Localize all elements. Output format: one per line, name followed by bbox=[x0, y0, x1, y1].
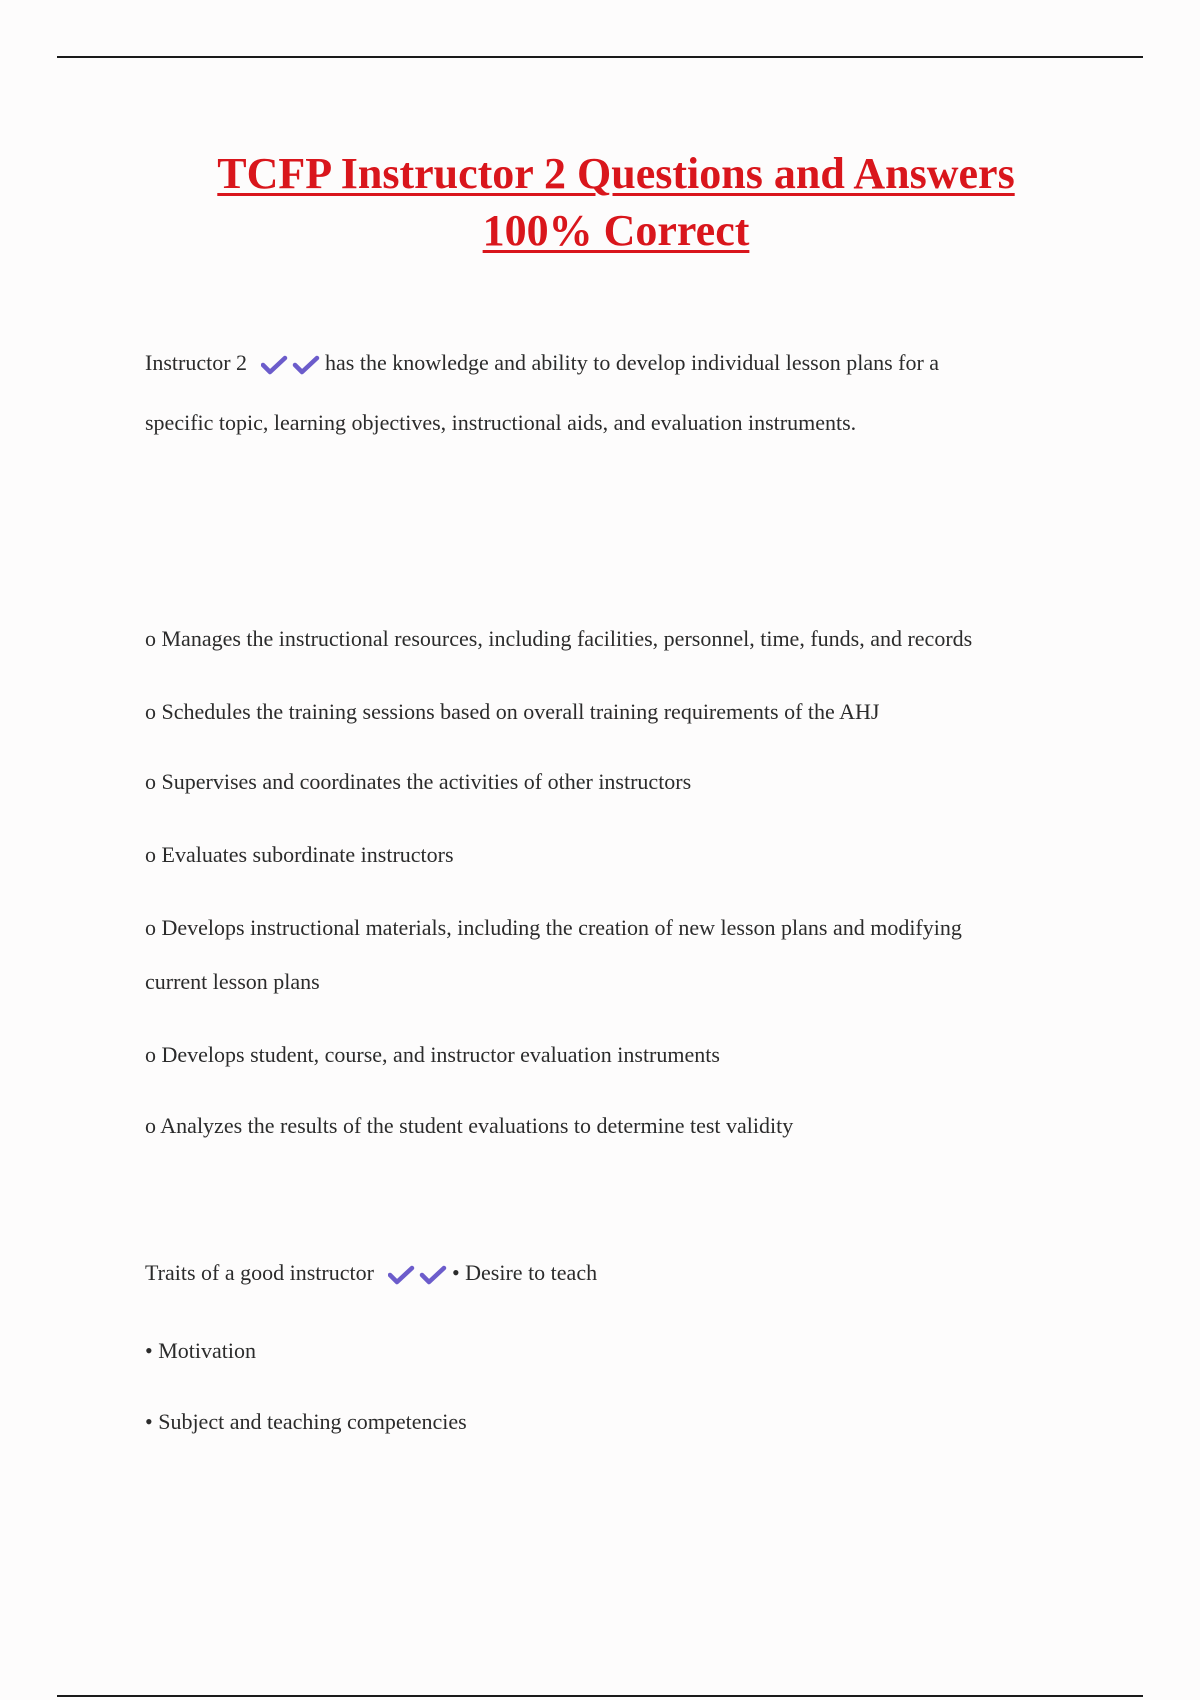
double-check-icon bbox=[261, 354, 323, 376]
qa-term: Instructor 2 bbox=[145, 350, 248, 375]
qa-answer-line-2: specific topic, learning objectives, instructional aids, and evaluation instruments. bbox=[145, 410, 857, 435]
double-check-icon bbox=[388, 1264, 450, 1286]
bottom-rule bbox=[57, 1695, 1143, 1697]
list-item: o Analyzes the results of the student evaluations to determine test validity bbox=[145, 1113, 794, 1138]
qa-item bbox=[145, 348, 939, 378]
list-item: o Develops instructional materials, including the creation of new lesson plans and modifying bbox=[145, 915, 962, 940]
document-title bbox=[0, 145, 1200, 259]
qa-item bbox=[145, 1258, 597, 1288]
list-item: o Supervises and coordinates the activities of other instructors bbox=[145, 769, 692, 794]
list-item: o Manages the instructional resources, including facilities, personnel, time, funds, and records bbox=[145, 626, 973, 651]
qa-term: Traits of a good instructor bbox=[145, 1260, 374, 1285]
title-line-1: TCFP Instructor 2 Questions and Answers bbox=[217, 149, 1015, 198]
list-item: o Develops student, course, and instructor evaluation instruments bbox=[145, 1042, 720, 1067]
trait-item: • Motivation bbox=[145, 1338, 256, 1363]
trait-item: • Subject and teaching competencies bbox=[145, 1409, 467, 1434]
list-item: o Schedules the training sessions based on overall training requirements of the AHJ bbox=[145, 699, 880, 724]
top-rule bbox=[57, 56, 1143, 58]
title-line-2: 100% Correct bbox=[482, 206, 750, 255]
trait-item: • Desire to teach bbox=[451, 1260, 598, 1285]
list-item-continuation: current lesson plans bbox=[145, 969, 320, 994]
qa-answer-line-1: has the knowledge and ability to develop individual lesson plans for a bbox=[325, 350, 940, 375]
list-item: o Evaluates subordinate instructors bbox=[145, 842, 454, 867]
